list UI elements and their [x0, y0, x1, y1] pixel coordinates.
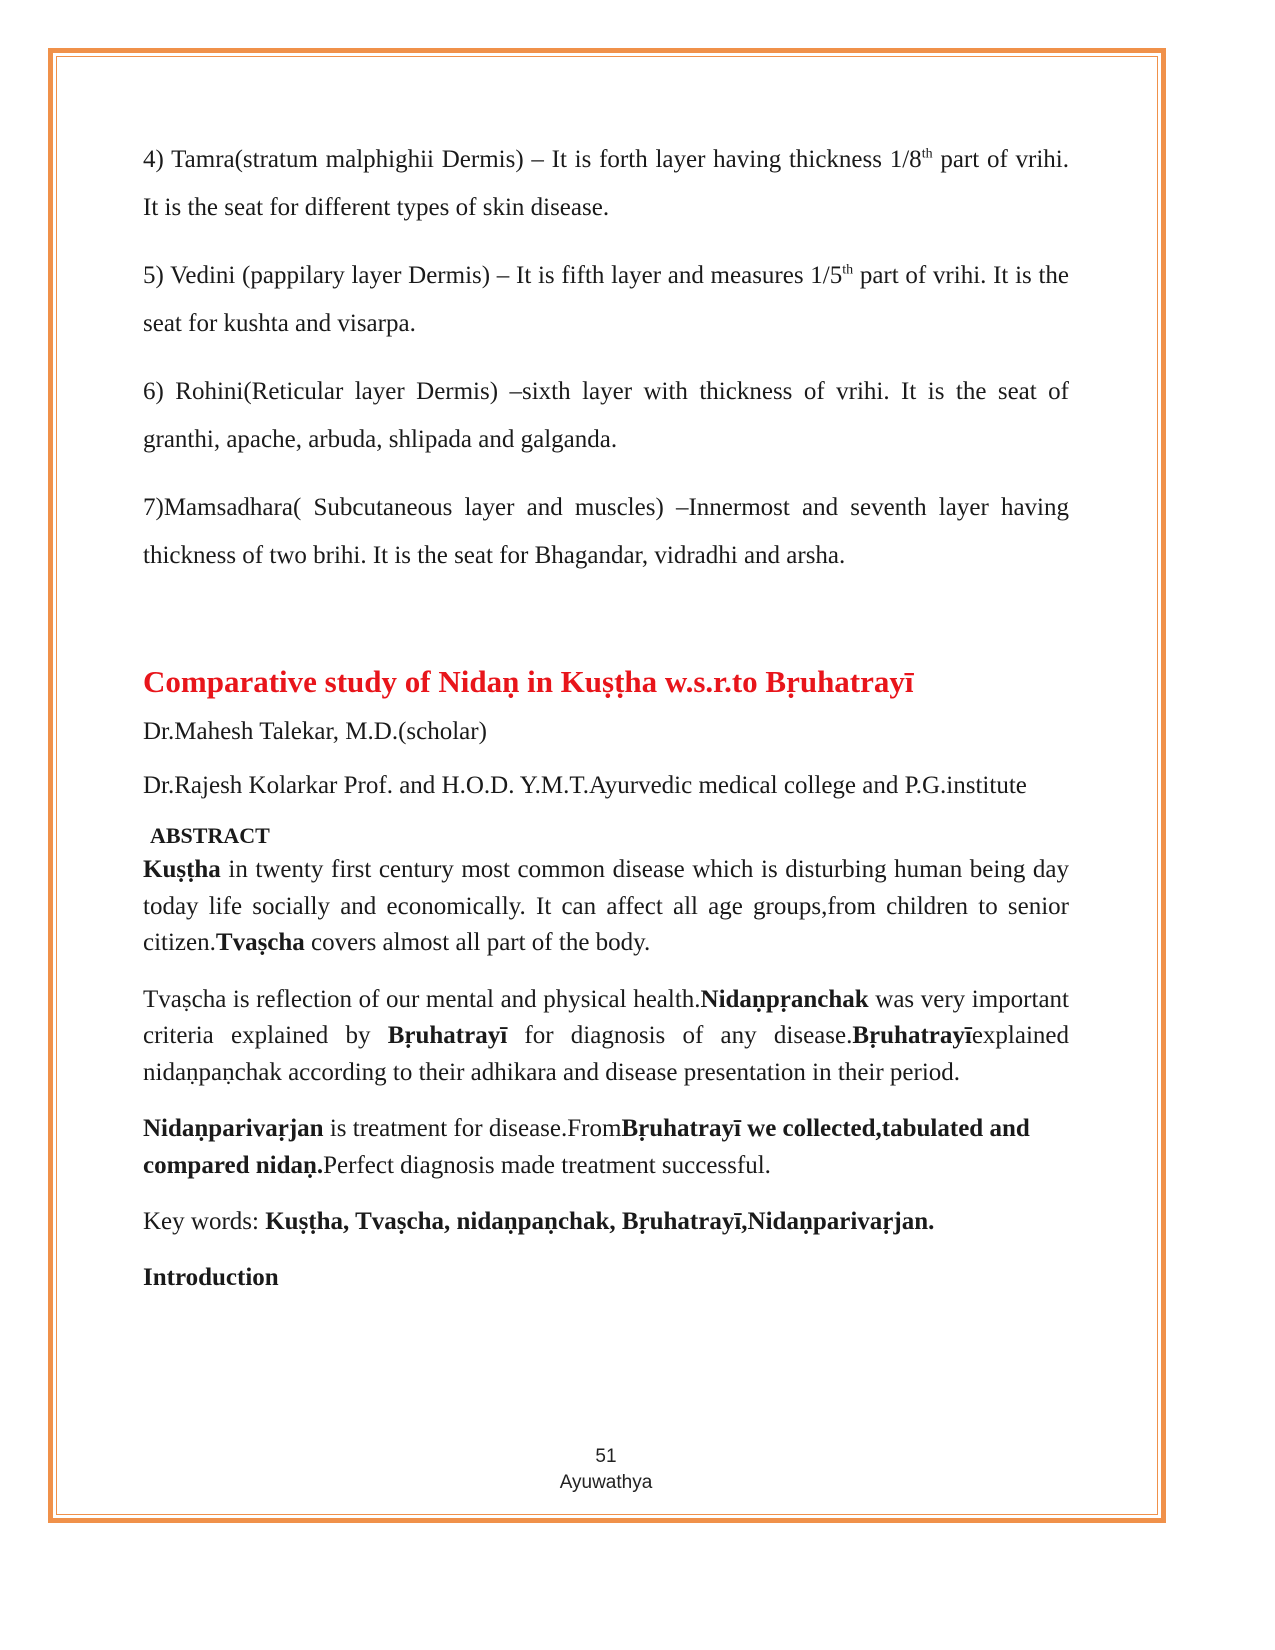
page-number: 51: [595, 1446, 617, 1467]
layer-text: 5) Vedini (pappilary layer Dermis) – It is fifth layer and measures 1/5: [143, 262, 843, 289]
layer-text: part of vrihi. It is the seat for kushta and visarpa.: [143, 262, 1069, 337]
keywords-label: Key words:: [143, 1208, 266, 1235]
bold-term: Nidaṇpṛanchak: [700, 985, 869, 1013]
layer-paragraph-tamra: [143, 136, 1069, 232]
keywords-list: Kuṣṭha, Tvaṣcha, nidaṇpaṇchak, Bṛuhatrayī,Nidaṇparivaṛjan.: [265, 1208, 935, 1235]
abstract-text: in twenty first century most common disease which is disturbing human being day today life socially and economically. It can affect all age groups,from children to senior citizen.: [143, 856, 1069, 956]
journal-name: Ayuwathya: [559, 1472, 653, 1493]
abstract-text: was very important criteria explained by: [143, 985, 1069, 1049]
layer-text: 7)Mamsadhara( Subcutaneous layer and muscles) –Innermost and seventh layer having thickness of two brihi. It is the seat for Bhagandar, vidradhi and arsha.: [143, 494, 1069, 569]
bold-term: Bṛuhatrayī we collected,tabulated and compared nidaṇ.: [143, 1115, 1030, 1179]
abstract-paragraph-3: [143, 1111, 1069, 1184]
layer-text: 4) Tamra(stratum malphighii Dermis) – It is forth layer having thickness 1/8: [143, 146, 922, 173]
abstract-paragraph-2: [143, 982, 1069, 1092]
layer-paragraph-mamsadhara: [143, 484, 1069, 580]
bold-term: Bṛuhatrayī: [852, 1022, 972, 1049]
page-content: [143, 136, 1069, 1296]
abstract-text: Tvaṣcha is reflection of our mental and physical health.: [143, 985, 701, 1013]
abstract-text: explained nidaṇpaṇchak according to their adhikara and disease presentation in their period.: [143, 1022, 1069, 1086]
bold-term: Nidaṇparivaṛjan: [143, 1115, 324, 1142]
author-1: Dr.Mahesh Talekar, M.D.(scholar): [143, 718, 487, 745]
layer-paragraph-vedini: [143, 252, 1069, 348]
layer-text: part of vrihi. It is the seat for different types of skin disease.: [143, 146, 1069, 221]
introduction-heading: Introduction: [143, 1264, 279, 1291]
abstract-text: covers almost all part of the body.: [304, 929, 651, 956]
bold-term: Tvaṣcha: [215, 929, 305, 956]
abstract-heading: ABSTRACT: [150, 823, 270, 848]
abstract-paragraph-1: [143, 852, 1069, 962]
superscript: th: [842, 262, 854, 278]
layer-text: 6) Rohini(Reticular layer Dermis) –sixth layer with thickness of vrihi. It is the seat of granthi, apache, arbuda, shlipada and galganda.: [143, 378, 1069, 453]
abstract-text: for diagnosis of any disease.: [507, 1022, 853, 1049]
layer-paragraph-rohini: [143, 368, 1069, 464]
superscript: th: [921, 146, 933, 162]
article-title: Comparative study of Nidaṇ in Kuṣṭha w.s.r.to Bṛuhatrayī: [143, 664, 914, 699]
bold-term: Bṛuhatrayī: [387, 1022, 508, 1049]
author-2: Dr.Rajesh Kolarkar Prof. and H.O.D. Y.M.T.Ayurvedic medical college and P.G.institute: [143, 772, 1027, 799]
abstract-text: is treatment for disease.From: [323, 1115, 622, 1142]
bold-term: Kuṣṭha: [143, 856, 221, 883]
keywords-line: [143, 1204, 1069, 1240]
abstract-text: Perfect diagnosis made treatment successful.: [323, 1151, 771, 1179]
